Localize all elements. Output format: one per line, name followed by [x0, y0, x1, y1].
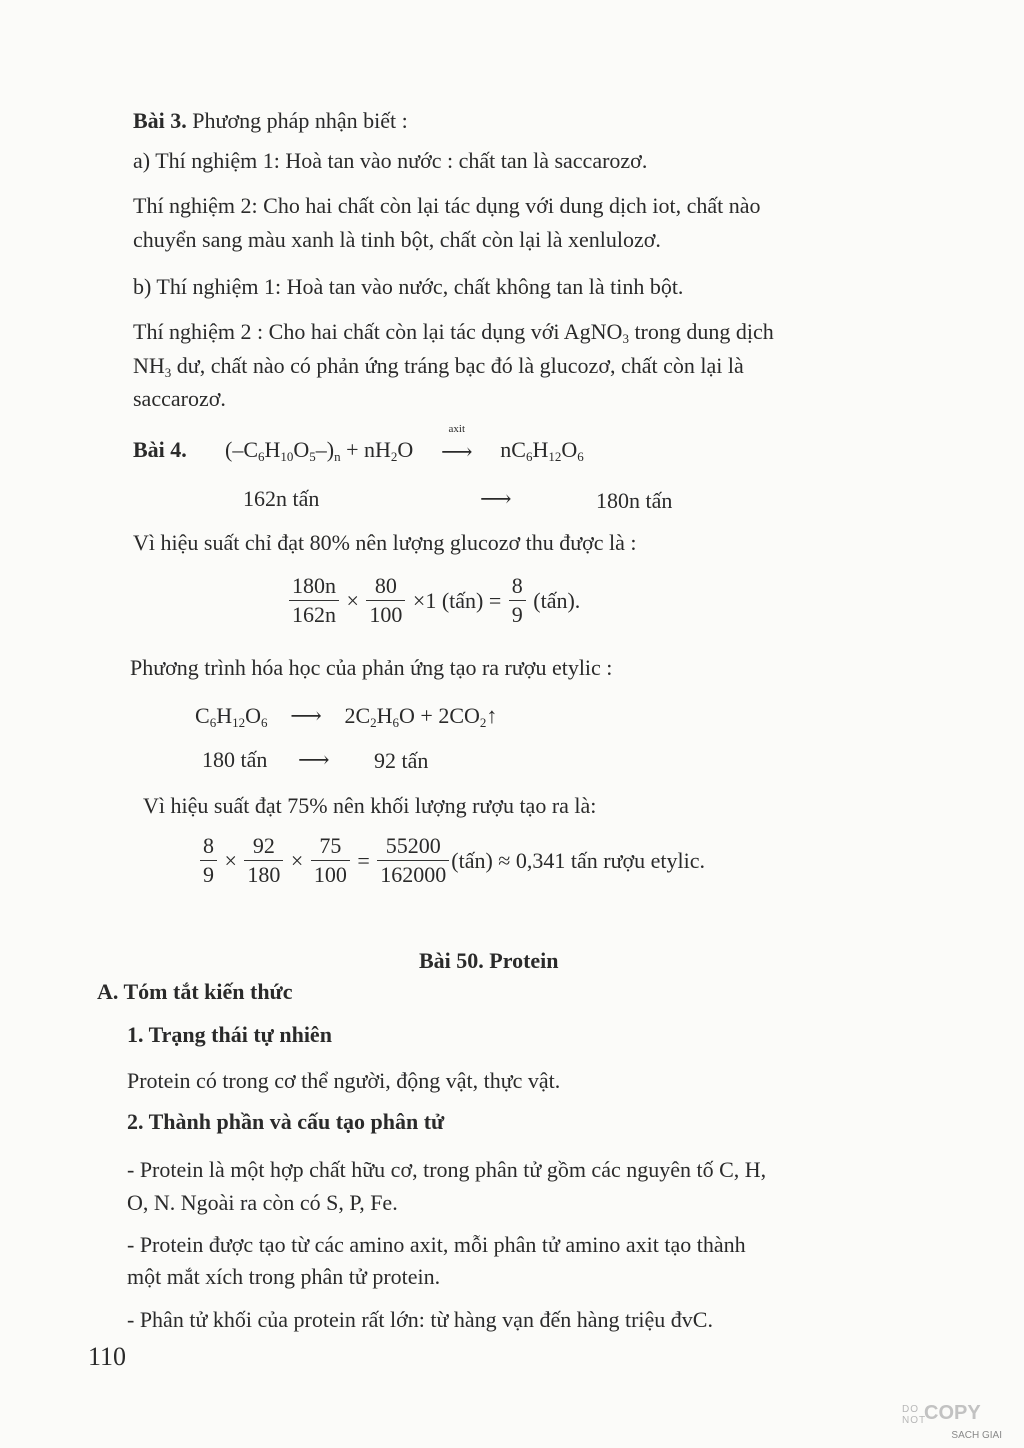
subheading-1: 1. Trạng thái tự nhiên [127, 1022, 332, 1047]
page-number: 110 [88, 1342, 127, 1371]
paragraph-2-line1: - Protein là một hợp chất hữu cơ, trong phân tử gồm các nguyên tố C, H, [127, 1157, 767, 1182]
bai3-b-line: b) Thí nghiệm 1: Hoà tan vào nước, chất không tan là tinh bột. [133, 274, 684, 299]
bai4-mass2-right: 92 tấn [374, 748, 429, 773]
bai4-title: Bài 4. [133, 437, 187, 462]
bai4-calc-1: $\frac{180n}{162n}$ × $\frac{80}{100}$ ×1 (tấn) = $\frac{8}{9}$ (tấn). [287, 572, 580, 629]
subheading-2: 2. Thành phần và cấu tạo phân tử [127, 1109, 445, 1134]
bai3-title-rest: Phương pháp nhận biết : [186, 108, 408, 133]
watermark-do: DO NOT [902, 1404, 927, 1426]
bai3-title-line [133, 106, 408, 136]
arrow-label-axit: axit [448, 422, 466, 435]
bai50-title: Bài 50. Protein [419, 948, 559, 973]
bai3-a-line: a) Thí nghiệm 1: Hoà tan vào nước : chất tan là saccarozơ. [133, 148, 648, 173]
bai3-b-tn2-line1: Thí nghiệm 2 : Cho hai chất còn lại tác dụng với AgNO$_3$ trong dung dịch [133, 319, 774, 346]
bai4-mass2-left: 180 tấn [202, 747, 268, 772]
section-a-heading: A. Tóm tắt kiến thức [97, 979, 293, 1004]
watermark-sach-giai: SACH GIAI [951, 1430, 1002, 1441]
paragraph-2-line2: O, N. Ngoài ra còn có S, P, Fe. [127, 1190, 398, 1215]
bai4-mass2-arrow: ⟶ [298, 747, 330, 772]
paragraph-1: Protein có trong cơ thể người, động vật, thực vật. [127, 1068, 561, 1093]
paragraph-3-line1: - Protein được tạo từ các amino axit, mỗi phân tử amino axit tạo thành [127, 1232, 746, 1257]
bai3-b-tn2-line2: $NH_3$ dư, chất nào có phản ứng tráng bạc đó là glucozơ, chất còn lại là [133, 353, 744, 380]
paragraph-4: - Phân tử khối của protein rất lớn: từ hàng vạn đến hàng triệu đvC. [127, 1307, 713, 1332]
bai4-equation-1: $(-C_6H_{10}O_5-)_n + nH_2O$ axit ⟶ $nC_6H_{12}O_6$ [225, 435, 584, 472]
watermark-logo [902, 1402, 1002, 1442]
bai4-equation-intro: Phương trình hóa học của phản ứng tạo ra rượu etylic : [130, 655, 613, 680]
bai3-title: Bài 3. [133, 108, 187, 133]
fraction: $\frac{80}{100}$ [366, 572, 405, 629]
bai3-a-tn2-line2: chuyển sang màu xanh là tinh bột, chất còn lại là xenlulozơ. [133, 227, 661, 252]
bai3-a-tn2-line1: Thí nghiệm 2: Cho hai chất còn lại tác dụng với dung dịch iot, chất nào [133, 193, 761, 218]
fraction: $\frac{92}{180}$ [244, 832, 283, 889]
bai4-mass-left: 162n tấn [243, 486, 320, 511]
fraction: $\frac{180n}{162n}$ [289, 572, 339, 629]
fraction: $\frac{75}{100}$ [311, 832, 350, 889]
bai4-yield2-line: Vì hiệu suất đạt 75% nên khối lượng rượu tạo ra là: [143, 793, 597, 818]
bai4-mass-right: 180n tấn [596, 488, 673, 513]
fraction: $\frac{8}{9}$ [200, 832, 217, 889]
bai4-equation-2: $C_6H_{12}O_6$ ⟶ $2C_2H_6O$ + $2CO_2↑$ [195, 703, 498, 730]
paragraph-3-line2: một mắt xích trong phân tử protein. [127, 1264, 441, 1289]
fraction: $\frac{55200}{162000}$ [377, 832, 449, 889]
fraction: $\frac{8}{9}$ [509, 572, 526, 629]
reaction-arrow: axit ⟶ [419, 437, 495, 467]
bai4-mass-arrow: ⟶ [480, 486, 512, 511]
watermark-copy: COPY [924, 1402, 981, 1424]
bai3-b-tn2-line3: saccarozơ. [133, 386, 226, 411]
bai4-yield-line: Vì hiệu suất chỉ đạt 80% nên lượng glucozơ thu được là : [133, 530, 637, 555]
bai4-calc-2: $\frac{8}{9}$ × $\frac{92}{180}$ × $\frac{75}{100}$ = $\frac{55200}{162000}$ (tấn) ≈ 0,341 tấn rượu etylic. [198, 832, 705, 889]
